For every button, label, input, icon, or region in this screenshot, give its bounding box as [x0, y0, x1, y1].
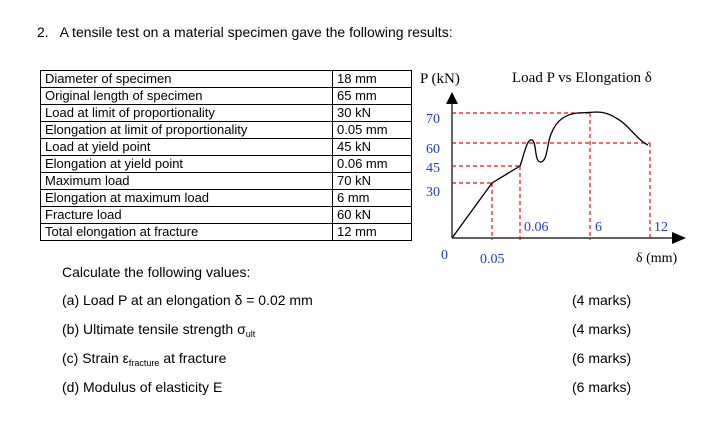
- marks-label: (6 marks): [572, 350, 632, 366]
- y-tick-60: 60: [426, 142, 440, 157]
- calc-item-text: (b) Ultimate tensile strength σ: [62, 321, 246, 337]
- y-axis-label: P (kN): [420, 71, 460, 87]
- y-tick-30: 30: [426, 185, 440, 200]
- x-tick-6: 6: [595, 220, 602, 235]
- calc-intro: Calculate the following values:: [62, 264, 251, 280]
- question-intro: A tensile test on a material specimen gave the following results:: [59, 24, 453, 40]
- y-axis-arrow: [446, 92, 458, 104]
- calc-item: [62, 321, 255, 339]
- row-value: 30 kN: [333, 105, 412, 122]
- marks-label: (4 marks): [572, 321, 632, 337]
- marks-label: (6 marks): [572, 379, 632, 395]
- row-label: Load at yield point: [41, 139, 333, 156]
- row-value: 60 kN: [333, 207, 412, 224]
- row-label: Elongation at yield point: [41, 156, 333, 173]
- calc-item-text: (d) Modulus of elasticity E: [62, 379, 223, 395]
- row-value: 70 kN: [333, 173, 412, 190]
- row-label: Elongation at limit of proportionality: [41, 122, 333, 139]
- y-tick-70: 70: [426, 112, 440, 127]
- origin-label: 0: [441, 248, 448, 263]
- y-tick-45: 45: [426, 161, 440, 176]
- x-axis-label: δ (mm): [636, 251, 678, 266]
- row-label: Elongation at maximum load: [41, 190, 333, 207]
- row-label: Original length of specimen: [41, 88, 333, 105]
- calc-item: [62, 379, 222, 395]
- row-label: Fracture load: [41, 207, 333, 224]
- guide-lines: [452, 113, 650, 240]
- chart-title: Load P vs Elongation δ: [512, 70, 652, 86]
- row-value: 45 kN: [333, 139, 412, 156]
- row-label: Total elongation at fracture: [41, 224, 333, 241]
- calc-item: [62, 350, 226, 368]
- row-label: Maximum load: [41, 173, 333, 190]
- row-value: 65 mm: [333, 88, 412, 105]
- calc-item-text: (c) Strain ε: [62, 350, 129, 366]
- load-curve: [452, 112, 648, 238]
- row-label: Load at limit of proportionality: [41, 105, 333, 122]
- calc-item-suffix: at fracture: [159, 350, 227, 366]
- calc-item-text: (a) Load P at an elongation δ = 0.02 mm: [62, 292, 313, 308]
- row-value: 0.05 mm: [333, 122, 412, 139]
- row-label: Diameter of specimen: [41, 71, 333, 88]
- x-axis-arrow: [672, 232, 686, 244]
- row-value: 6 mm: [333, 190, 412, 207]
- calc-item-subscript: ult: [245, 329, 256, 339]
- x-tick-005: 0.05: [480, 252, 505, 267]
- row-value: 18 mm: [333, 71, 412, 88]
- x-tick-006: 0.06: [524, 220, 549, 235]
- question-number: 2.: [37, 24, 49, 40]
- marks-label: (4 marks): [572, 292, 632, 308]
- row-value: 12 mm: [333, 224, 412, 241]
- row-value: 0.06 mm: [333, 156, 412, 173]
- x-tick-12: 12: [654, 220, 668, 235]
- calc-item: [62, 292, 313, 308]
- calc-item-subscript: fracture: [128, 358, 160, 368]
